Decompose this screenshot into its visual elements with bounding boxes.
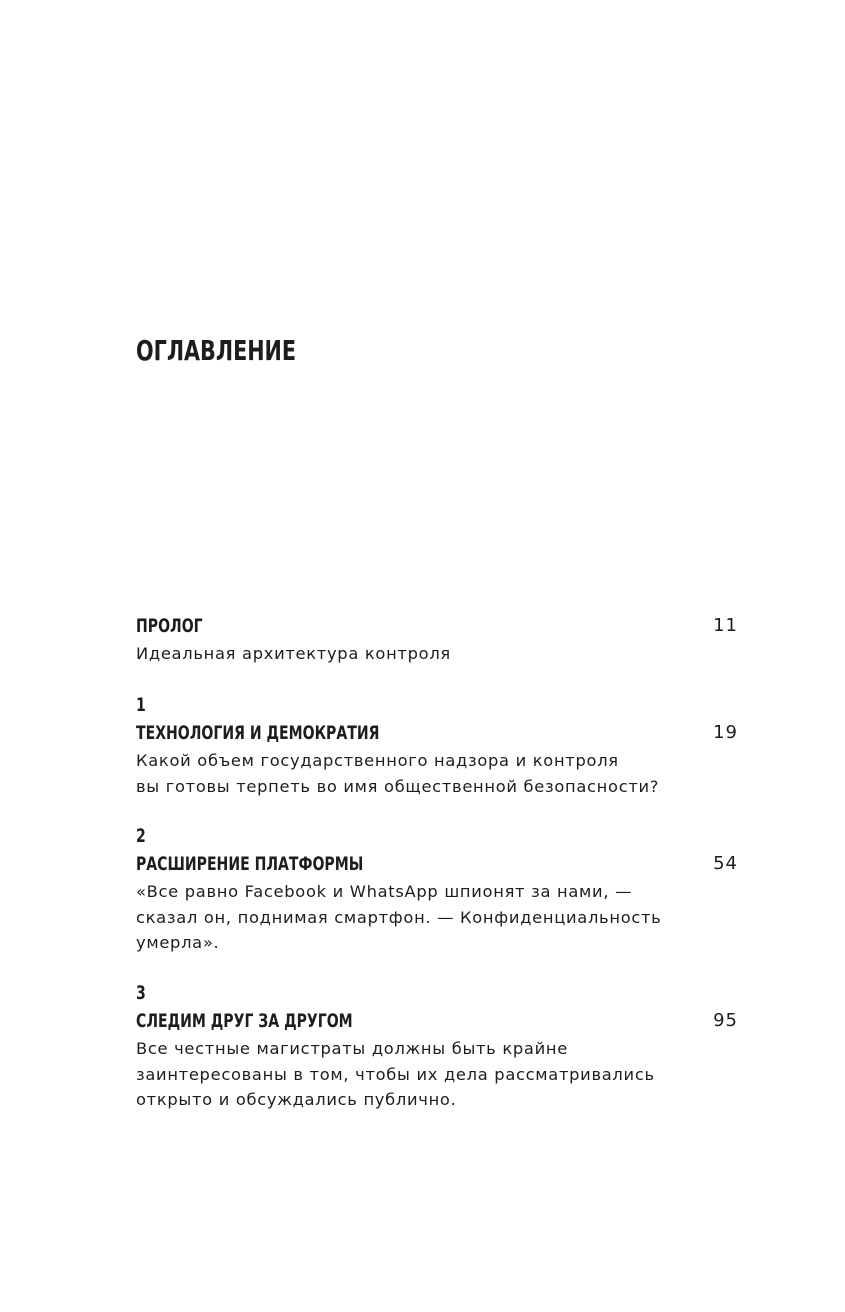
toc-entry-page-number: 54 bbox=[713, 853, 738, 874]
chapter-number: 2 bbox=[136, 825, 146, 847]
description-line: умерла». bbox=[136, 933, 220, 952]
toc-entry-heading: СЛЕДИМ ДРУГ ЗА ДРУГОМ bbox=[136, 1010, 353, 1032]
toc-entry-description bbox=[136, 748, 738, 799]
toc-entry-prologue bbox=[136, 611, 738, 667]
toc-entry-description bbox=[136, 641, 738, 667]
description-line: Какой объем государственного надзора и контроля bbox=[136, 751, 619, 770]
toc-entry-heading: ТЕХНОЛОГИЯ И ДЕМОКРАТИЯ bbox=[136, 722, 380, 744]
description-line: Идеальная архитектура контроля bbox=[136, 644, 451, 663]
toc-entry-description bbox=[136, 1036, 738, 1113]
toc-entry-page-number: 19 bbox=[713, 722, 738, 743]
toc-entry-head bbox=[136, 1006, 738, 1036]
toc-entry-chapter-3 bbox=[136, 980, 738, 1113]
chapter-number: 3 bbox=[136, 982, 146, 1004]
toc-entry-head bbox=[136, 611, 738, 641]
toc-entry-chapter-1 bbox=[136, 692, 738, 799]
description-line: заинтересованы в том, чтобы их дела рассматривались bbox=[136, 1064, 655, 1084]
toc-entry-heading: ПРОЛОГ bbox=[136, 615, 203, 637]
description-line: Все честные магистраты должны быть крайне bbox=[136, 1039, 568, 1058]
toc-entry-page-number: 95 bbox=[713, 1010, 738, 1031]
toc-entry-head bbox=[136, 849, 738, 879]
description-line: «Все равно Facebook и WhatsApp шпионят за нами, — bbox=[136, 882, 633, 901]
description-line: открыто и обсуждались публично. bbox=[136, 1090, 457, 1109]
description-line: вы готовы терпеть во имя общественной безопасности? bbox=[136, 776, 660, 796]
toc-entry-description bbox=[136, 879, 738, 956]
toc-entry-page-number: 11 bbox=[713, 615, 738, 636]
toc-entry-heading: РАСШИРЕНИЕ ПЛАТФОРМЫ bbox=[136, 853, 364, 875]
chapter-number: 1 bbox=[136, 694, 146, 716]
description-line: сказал он, поднимая смартфон. — Конфиденциальность bbox=[136, 907, 662, 927]
page-title: ОГЛАВЛЕНИЕ bbox=[136, 334, 297, 367]
toc-entry-head bbox=[136, 718, 738, 748]
toc-entry-chapter-2 bbox=[136, 823, 738, 956]
